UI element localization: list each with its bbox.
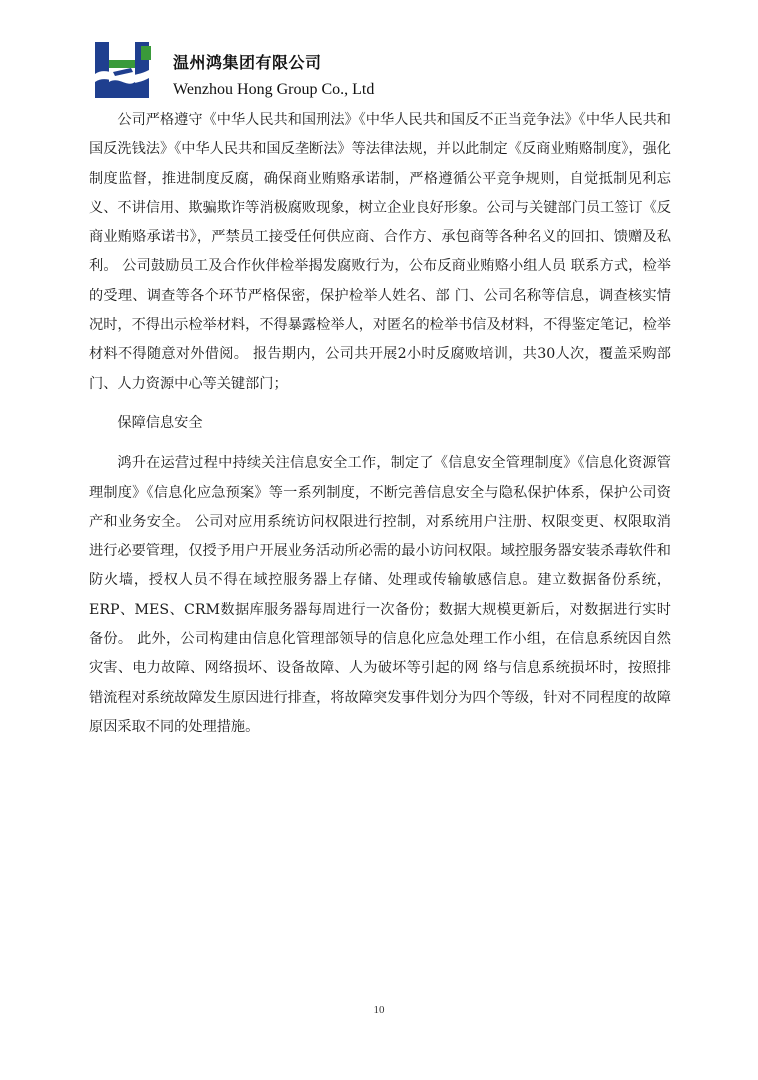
anti-bribery-paragraph: 公司严格遵守《中华人民共和国刑法》《中华人民共和国反不正当竞争法》《中华人民共和国反洗钱法》《中华人民共和国反垄断法》等法律法规，并以此制定《反商业贿赂制度》，强化制度监督，推进制度反腐，确保商业贿赂承诺制，严格遵循公平竞争规则，自觉抵制见利忘义、不讲信用、欺骗欺诈等消极腐败现象，树立企业良好形象。公司与关键部门员工签订《反商业贿赂承诺书》，严禁员工接受任何供应商、合作方、承包商等各种名义的回扣、馈赠及私利。 公司鼓励员工及合作伙伴检举揭发腐败行为，公布反商业贿赂小组人员 联系方式，检举的受理、调查等各个环节严格保密，保护检举人姓名、部 门、公司名称等信息，调查核实情况时，不得出示检举材料，不得暴露检举人，对匿名的检举书信及材料，不得鉴定笔记，检举材料不得随意对外借阅。 报告期内，公司共开展2小时反腐败培训，共30人次，覆盖采购部门、人力资源中心等关键部门； [89,112,671,392]
hong-group-logo-icon [91,38,155,102]
section-heading: 保障信息安全 [117,414,203,431]
info-security-paragraph: 鸿升在运营过程中持续关注信息安全工作，制定了《信息安全管理制度》《信息化资源管理制度》《信息化应急预案》等一系列制度，不断完善信息安全与隐私保护体系，保护公司资产和业务安全。 公司对应用系统访问权限进行控制，对系统用户注册、权限变更、权限取消进行必要管理，仅授予用户开展业务活动所必需的最小访问权限。域控服务器安装杀毒软件和防火墙，授权人员不得在域控服务器上存储、处理或传输敏感信息。建立数据备份系统，ERP、MES、CRM数据库服务器每周进行一次备份；数据大规模更新后，对数据进行实时备份。 此外，公司构建由信息化管理部领导的信息化应急处理工作小组，在信息系统因自然灾害、电力故障、网络损坏、设备故障、人为破坏等引起的网 络与信息系统损坏时，按照排错流程对系统故障发生原因进行排查，将故障突发事件划分为四个等级，针对不同程度的故障原因采取不同的处理措施。 [89,455,671,735]
page-header [91,38,511,104]
page-body [89,106,671,742]
page-number: 10 [373,1004,385,1016]
company-name-en: Wenzhou Hong Group Co., Ltd [173,81,375,98]
company-name-cn: 温州鸿集团有限公司 [173,53,322,72]
